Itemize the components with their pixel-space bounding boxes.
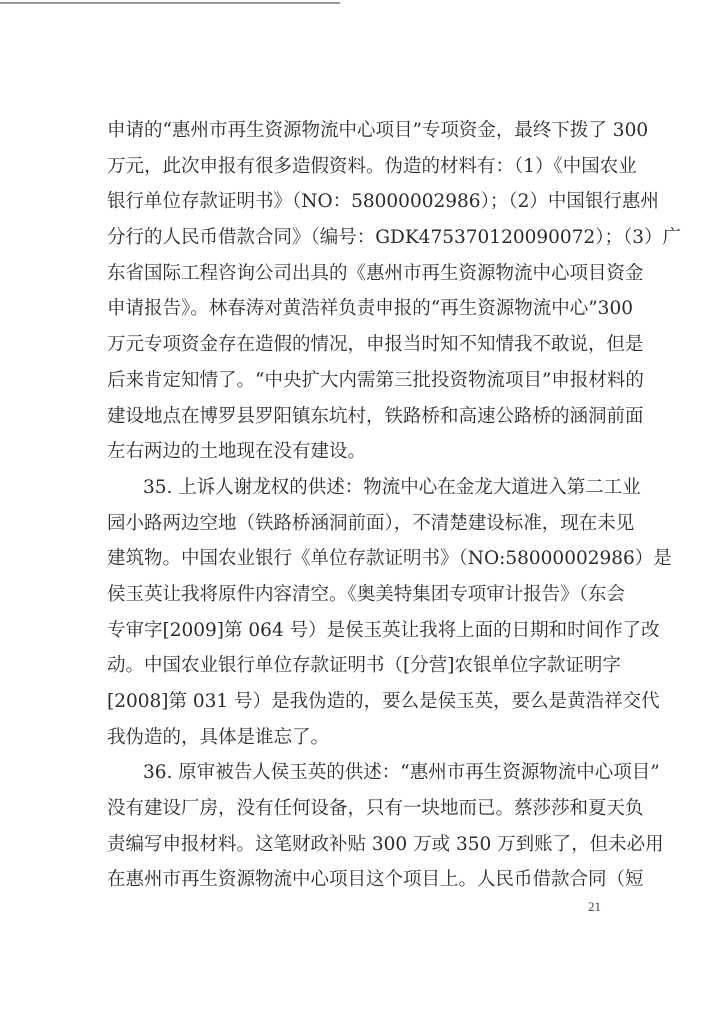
paragraph — [107, 113, 682, 470]
document-body — [107, 113, 682, 898]
text-line: 银行单位存款证明书》（NO：58000002986）；（2）中国银行惠州 — [107, 191, 659, 213]
text-line: 没有建设厂房，没有任何设备，只有一块地而已。蔡莎莎和夏天负 — [107, 798, 644, 820]
text-line: 建设地点在博罗县罗阳镇东坑村，铁路桥和高速公路桥的涵洞前面 — [107, 405, 644, 427]
paragraph — [107, 755, 664, 898]
text-line: [2008]第 031 号）是我伪造的，要么是侯玉英，要么是黄浩祥交代 — [107, 691, 660, 712]
text-line: 在惠州市再生资源物流中心项目这个项目上。人民币借款合同（短 — [107, 869, 644, 891]
text-line: 35. 上诉人谢龙权的供述：物流中心在金龙大道进入第二工业 — [143, 476, 641, 498]
text-line: 东省国际工程咨询公司出具的《惠州市再生资源物流中心项目资金 — [107, 262, 644, 284]
text-line: 我伪造的，具体是谁忘了。 — [107, 726, 330, 748]
text-line: 分行的人民币借款合同》（编号：GDK475370120090072）；（3）广 — [107, 227, 682, 249]
text-line: 万元专项资金存在造假的情况，申报当时知不知情我不敢说，但是 — [107, 334, 644, 356]
text-line: 申请报告》。林春涛对黄浩祥负责申报的“再生资源物流中心”300 — [107, 298, 633, 320]
scan-edge — [0, 2, 340, 4]
text-line: 园小路两边空地（铁路桥涵洞前面），不清楚建设标准，现在未见 — [107, 512, 635, 534]
text-line: 建筑物。中国农业银行《单位存款证明书》（NO:58000002986）是 — [107, 548, 672, 570]
text-line: 侯玉英让我将原件内容清空。《奥美特集团专项审计报告》（东会 — [107, 583, 626, 605]
page-number: 21 — [588, 899, 601, 914]
text-line: 专审字[2009]第 064 号）是侯玉英让我将上面的日期和时间作了改 — [107, 619, 660, 641]
text-line: 申请的“惠州市再生资源物流中心项目”专项资金，最终下拨了 300 — [107, 120, 649, 141]
text-line: 责编写申报材料。这笔财政补贴 300 万或 350 万到账了，但未必用 — [107, 833, 664, 855]
text-line: 左右两边的土地现在没有建设。 — [107, 441, 367, 463]
paragraph — [107, 470, 672, 756]
text-line: 动。中国农业银行单位存款证明书（[分营]农银单位字款证明字 — [107, 655, 621, 677]
text-line: 后来肯定知情了。“中央扩大内需第三批投资物流项目”申报材料的 — [107, 369, 644, 391]
text-line: 36. 原审被告人侯玉英的供述：“惠州市再生资源物流中心项目” — [143, 762, 660, 784]
text-line: 万元，此次申报有很多造假资料。伪造的材料有：（1）《中国农业 — [107, 155, 637, 177]
